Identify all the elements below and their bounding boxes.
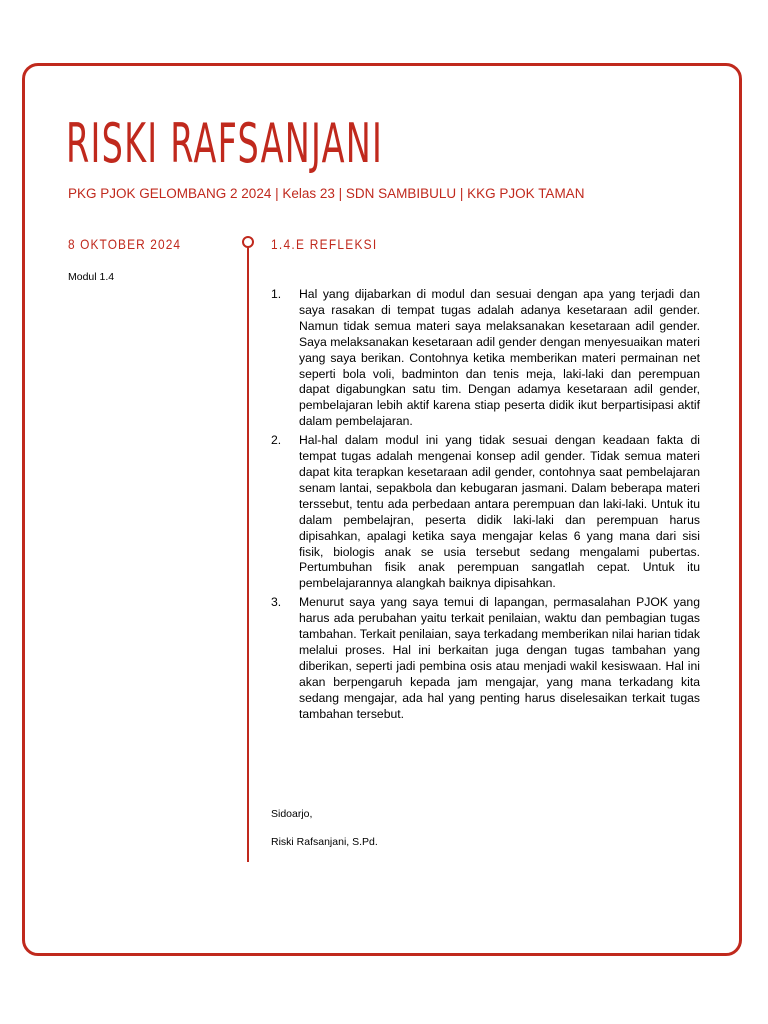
reflection-item-1	[271, 287, 700, 430]
timeline-marker-icon	[242, 236, 254, 248]
reflection-text: Menurut saya yang saya temui di lapangan, permasalahan PJOK yang harus ada perubahan yaitu terkait penilaian, waktu dan pembagian tugas tambahan. Terkait penilaian, saya terkadang memberikan nilai harian tidak melalui proses. Hal ini berkaitan juga dengan tugas tambahan yang diberikan, seperti jadi pembina osis atau menjadi wakil kesiswaan. Hal ini akan berpengaruh kepada jam mengajar, yang mana terkadang kita sedang mengajar, ada hal yang penting harus diselesaikan terkait tugas tambahan tersebut.	[299, 595, 700, 721]
reflection-text: Hal-hal dalam modul ini yang tidak sesuai dengan keadaan fakta di tempat tugas adalah mengenai konsep adil gender. Tidak semua materi dapat kita terapkan kesetaraan adil gender, contohnya saat pembelajaran senam lantai, sepakbola dan kebugaran jasmani. Dalam beberapa materi terssebut, tentu ada perbedaan antara perempuan dan laki-laki. Untuk itu dalam pembelajran, peserta didik laki-laki dan perempuan harus dipisahkan, apalagi ketika saya mengajar kelas 6 yang mana dari sisi fisik, biologis anak se usia tersebut sedang mengalami pubertas. Pertumbuhan fisik anak perempuan sangatlah cepat. Untuk itu pembelajarannya alangkah baiknya dipisahkan.	[299, 433, 700, 591]
reflection-list	[271, 287, 700, 725]
closing-place: Sidoarjo,	[271, 808, 313, 820]
reflection-text: Hal yang dijabarkan di modul dan sesuai dengan apa yang terjadi dan saya rasakan di tempat tugas adalah adanya kesetaraan adil gender. Namun tidak semua materi saya melaksanakan kesetaraan adil gender. Saya melaksanakan kesetaraan adil gender dengan menyesuaikan materi yang saya berikan. Contohnya ketika memberikan materi permainan net seperti bola voli, badminton dan tenis meja, laki-laki dan perempuan dapat digabungkan satu tim. Dengan adamya kesetaraan adil gender, pembelajaran lebih aktif karena stiap peserta didik ikut berpartisipasi aktif dalam pembelajaran.	[299, 287, 700, 429]
list-number: 3.	[271, 595, 282, 610]
module-label: Modul 1.4	[68, 271, 115, 283]
reflection-item-3	[271, 595, 700, 722]
section-title: 1.4.E REFLEKSI	[271, 236, 378, 252]
entry-date: 8 OKTOBER 2024	[68, 236, 182, 252]
signature-name: Riski Rafsanjani, S.Pd.	[271, 836, 378, 848]
author-name: RISKI RAFSANJANI	[66, 112, 384, 175]
list-number: 2.	[271, 433, 282, 448]
list-number: 1.	[271, 287, 282, 301]
header-subtitle: PKG PJOK GELOMBANG 2 2024 | Kelas 23 | SDN SAMBIBULU | KKG PJOK TAMAN	[68, 186, 585, 201]
timeline-line	[247, 246, 249, 862]
reflection-item-2	[271, 433, 700, 592]
